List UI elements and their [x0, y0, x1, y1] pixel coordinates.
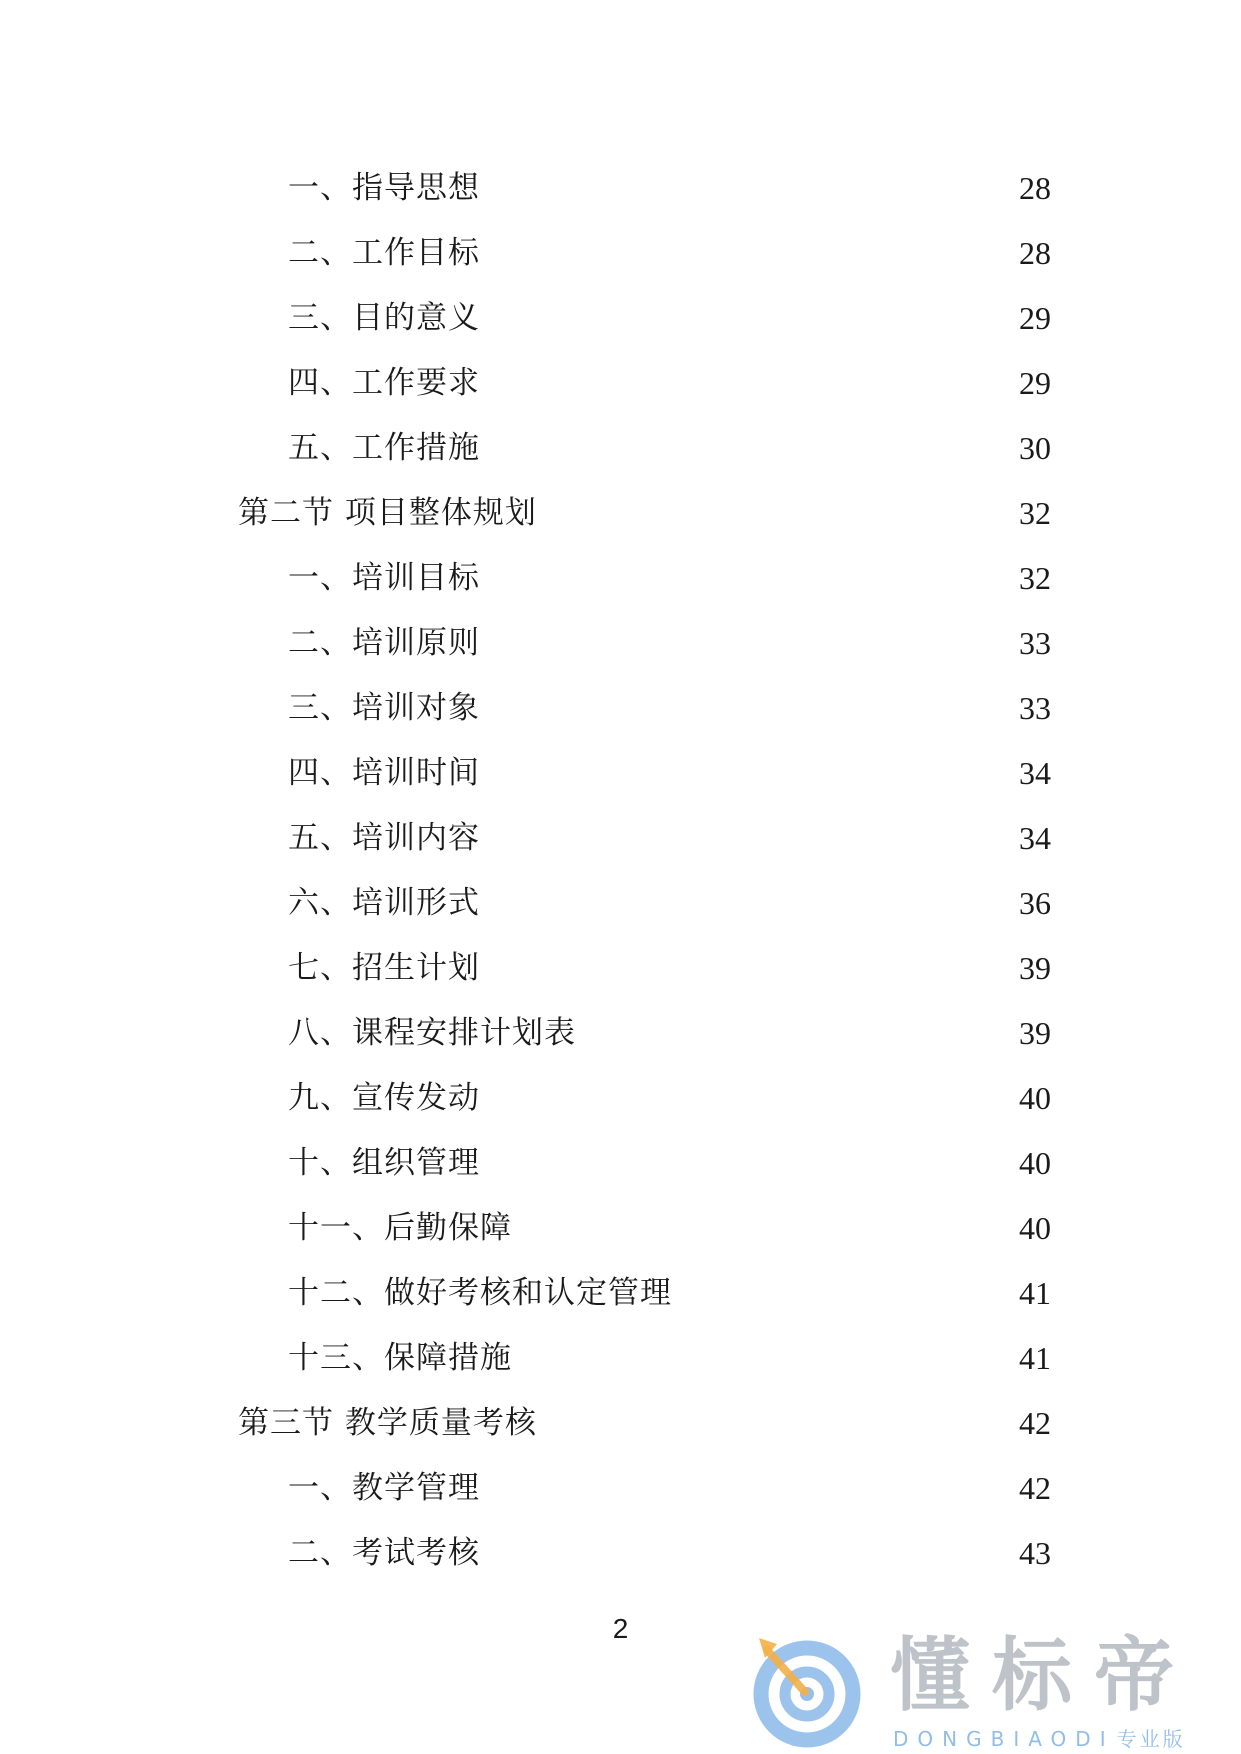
toc-entry-title: 三、目的意义: [288, 300, 480, 336]
toc-entry-page: 32: [1019, 495, 1051, 531]
toc-entry-title: 四、培训时间: [288, 755, 480, 791]
toc-entry-page: 28: [1019, 235, 1051, 271]
toc-entry[interactable]: [0, 611, 1241, 676]
toc-section-heading[interactable]: [0, 1391, 1241, 1456]
toc-entry-page: 39: [1019, 1015, 1051, 1051]
toc-entry[interactable]: [0, 1326, 1241, 1391]
toc-entry[interactable]: [0, 351, 1241, 416]
toc-entry-page: 33: [1019, 625, 1051, 661]
toc-entry-title: 一、培训目标: [288, 560, 480, 596]
toc-entry-title: 第二节 项目整体规划: [238, 495, 537, 531]
toc-entry-page: 40: [1019, 1210, 1051, 1246]
toc-entry-title: 十三、保障措施: [288, 1340, 512, 1376]
toc-entry-title: 八、课程安排计划表: [288, 1015, 576, 1051]
toc-entry[interactable]: [0, 156, 1241, 221]
toc-entry-page: 36: [1019, 885, 1051, 921]
toc-entry[interactable]: [0, 1456, 1241, 1521]
page-number: 2: [612, 1613, 629, 1644]
toc-entry-page: 42: [1019, 1405, 1051, 1441]
toc-entry-page: 33: [1019, 690, 1051, 726]
toc-entry-title: 一、指导思想: [288, 170, 480, 206]
toc-entry-title: 十二、做好考核和认定管理: [288, 1275, 672, 1311]
toc-entry-title: 二、考试考核: [288, 1535, 480, 1571]
toc-entry-title: 十、组织管理: [288, 1145, 480, 1181]
toc-entry-page: 34: [1019, 820, 1051, 856]
toc-entry-page: 34: [1019, 755, 1051, 791]
toc-entry-page: 32: [1019, 560, 1051, 596]
target-arrow-icon: [745, 1628, 865, 1748]
toc-entry-page: 40: [1019, 1080, 1051, 1116]
toc-entry[interactable]: [0, 1521, 1241, 1586]
toc-entry[interactable]: [0, 676, 1241, 741]
toc-entry-title: 六、培训形式: [288, 885, 480, 921]
watermark-edition: 专业版: [1116, 1727, 1186, 1751]
toc-entry-page: 28: [1019, 170, 1051, 206]
watermark-subtitle: [893, 1723, 1186, 1752]
toc-entry-title: 二、工作目标: [288, 235, 480, 271]
watermark-brand-name: 懂标帝: [890, 1629, 1196, 1722]
toc-entry[interactable]: [0, 1196, 1241, 1261]
toc-entry[interactable]: [0, 936, 1241, 1001]
toc-entry-page: 41: [1019, 1275, 1051, 1311]
toc-entry-title: 一、教学管理: [288, 1470, 480, 1506]
toc-entry-title: 四、工作要求: [288, 365, 480, 401]
toc-entry-page: 40: [1019, 1145, 1051, 1181]
watermark-pinyin: DONGBIAODI: [893, 1727, 1115, 1751]
toc-entry-page: 29: [1019, 365, 1051, 401]
toc-entry-page: 42: [1019, 1470, 1051, 1506]
toc-entry-page: 43: [1019, 1535, 1051, 1571]
toc-entry-page: 39: [1019, 950, 1051, 986]
toc-entry[interactable]: [0, 546, 1241, 611]
toc-entry-page: 30: [1019, 430, 1051, 466]
toc-entry[interactable]: [0, 286, 1241, 351]
toc-entry-page: 41: [1019, 1340, 1051, 1376]
toc-entry-page: 29: [1019, 300, 1051, 336]
toc-entry[interactable]: [0, 1261, 1241, 1326]
toc-entry-title: 五、培训内容: [288, 820, 480, 856]
toc-entry[interactable]: [0, 741, 1241, 806]
toc-entry-title: 九、宣传发动: [288, 1080, 480, 1116]
toc-entry[interactable]: [0, 1066, 1241, 1131]
toc-entry[interactable]: [0, 416, 1241, 481]
toc-section-heading[interactable]: [0, 481, 1241, 546]
toc-entry[interactable]: [0, 221, 1241, 286]
toc-entry-title: 三、培训对象: [288, 690, 480, 726]
toc-entry[interactable]: [0, 1131, 1241, 1196]
watermark: [745, 1628, 1225, 1751]
toc-entry-title: 十一、后勤保障: [288, 1210, 512, 1246]
toc-entry[interactable]: [0, 1001, 1241, 1066]
toc-entry-title: 第三节 教学质量考核: [238, 1405, 537, 1441]
toc-entry-title: 七、招生计划: [288, 950, 480, 986]
toc-entry[interactable]: [0, 806, 1241, 871]
toc-entry-title: 五、工作措施: [288, 430, 480, 466]
toc-entry[interactable]: [0, 871, 1241, 936]
toc-entry-title: 二、培训原则: [288, 625, 480, 661]
